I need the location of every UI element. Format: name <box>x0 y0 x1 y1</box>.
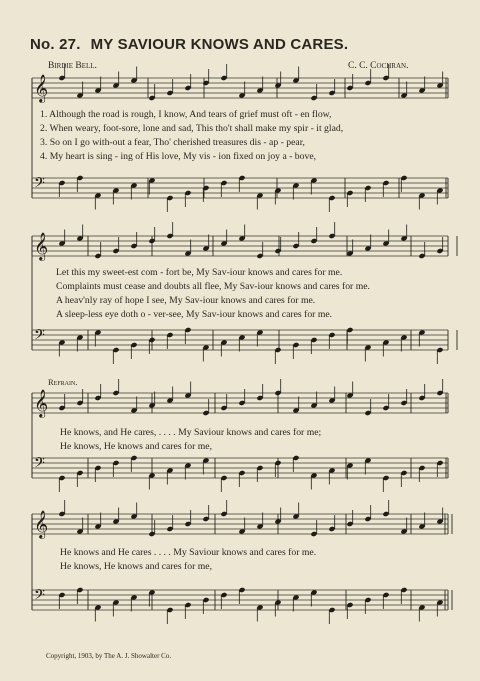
refrain-part-2 <box>60 546 316 574</box>
verses-part-1 <box>40 108 343 164</box>
copyright-notice: Copyright, 1903, by The A. J. Showalter Co. <box>46 652 172 660</box>
treble-clef-icon: 𝄞 <box>34 389 49 417</box>
bass-clef-icon: 𝄢 <box>34 327 45 347</box>
verses-part-2 <box>56 266 370 322</box>
bass-staff <box>32 330 448 350</box>
verse-2-line-2: Complaints must cease and doubts all flee, My Sav-iour knows and cares for me. <box>56 281 370 292</box>
refrain-part-1 <box>60 426 321 454</box>
verse-1-line-1: 1. Although the road is rough, I know, And tears of grief must oft - en flow, <box>40 109 332 120</box>
verse-4-line-2: A sleep-less eye doth o - ver-see, My Sav-iour knows and cares for me. <box>56 309 333 320</box>
refrain-2-bass-line: He knows, He knows and cares for me, <box>60 561 212 572</box>
hymn-title-text: MY SAVIOUR KNOWS AND CARES. <box>90 36 349 53</box>
author-credit: C. C. Cochran. <box>348 61 409 71</box>
treble-clef-icon: 𝄞 <box>34 510 49 538</box>
verse-3-line-1: 3. So on I go with-out a fear, Tho' cherished treasures dis - ap - pear, <box>40 137 305 148</box>
bass-clef-icon: 𝄢 <box>34 175 45 195</box>
verse-1-line-2: Let this my sweet-est com - fort be, My Sav-iour knows and cares for me. <box>56 267 343 278</box>
treble-clef-icon: 𝄞 <box>34 232 49 260</box>
verse-4-line-1: 4. My heart is sing - ing of His love, My vis - ion fixed on joy a - bove, <box>40 151 317 162</box>
refrain-2-soprano-line: He knows and He cares . . . . My Saviour knows and cares for me. <box>60 547 317 558</box>
refrain-1-bass-line: He knows, He knows and cares for me, <box>60 441 212 452</box>
refrain-1-soprano-line: He knows, and He cares, . . . . My Saviour knows and cares for me; <box>60 427 322 438</box>
refrain-label: Refrain. <box>48 377 78 387</box>
bass-clef-icon: 𝄢 <box>34 455 45 475</box>
treble-clef-icon: 𝄞 <box>34 74 49 102</box>
verse-2-line-1: 2. When weary, foot-sore, lone and sad, This tho't shall make my spir - it glad, <box>40 123 344 134</box>
bass-staff <box>32 458 448 478</box>
hymn-number: No. 27. <box>30 36 81 53</box>
composer-credit: Birdie Bell. <box>48 61 97 71</box>
verse-3-line-2: A heav'nly ray of hope I see, My Sav-iour knows and cares for me. <box>56 295 316 306</box>
bass-clef-icon: 𝄢 <box>34 587 45 607</box>
